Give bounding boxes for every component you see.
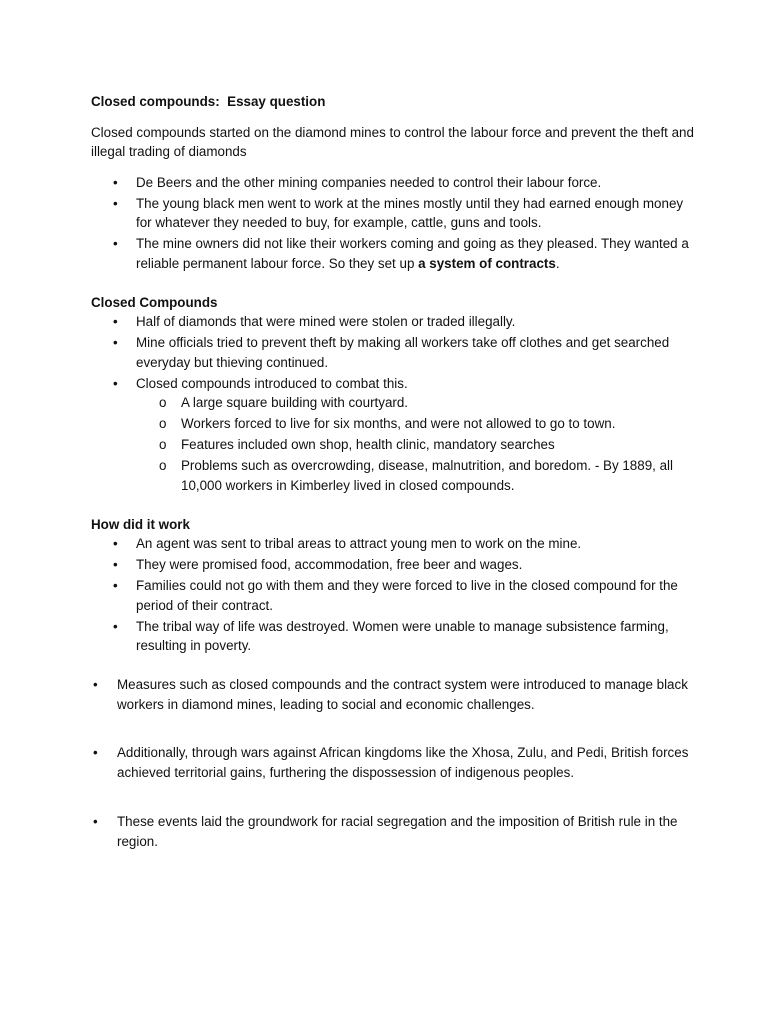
list-item (113, 576, 698, 615)
conclusion-bullet-list (91, 743, 698, 782)
list-item-text: An agent was sent to tribal areas to attract young men to work on the mine. (136, 536, 582, 551)
list-item (113, 374, 698, 496)
list-item-text: The tribal way of life was destroyed. Women were unable to manage subsistence farming, resulting in poverty. (136, 618, 669, 653)
bullet-glyph: • (113, 375, 118, 391)
list-item-text: Families could not go with them and they were forced to live in the closed compound for the period of their contract. (136, 578, 678, 613)
document-title: Closed compounds: Essay question (91, 94, 326, 109)
bullet-glyph: • (113, 195, 118, 211)
list-item (113, 194, 698, 233)
list-item (113, 534, 698, 554)
list-item-text-end: . (555, 255, 560, 271)
sub-list-item (159, 393, 698, 413)
how-did-it-work-bullet-list (91, 534, 698, 656)
list-item-text: The young black men went to work at the mines mostly until they had earned enough money for whatever they needed to buy, for example, cattle, guns and tools. (136, 195, 684, 230)
list-item-text: The mine owners did not like their workers coming and going as they pleased. They wanted a reliable permanent labour force. So they set up (136, 236, 689, 271)
bullet-glyph: • (113, 174, 118, 190)
closed-compounds-bullet-list (91, 312, 698, 495)
list-item-text: Additionally, through wars against African kingdoms like the Xhosa, Zulu, and Pedi, British forces achieved territorial gains, furthering the dispossession of indigenous peoples. (117, 745, 689, 780)
spacer (91, 714, 698, 743)
bullet-glyph: • (113, 314, 118, 329)
sub-bullet-glyph: o (159, 437, 167, 452)
bullet-glyph: • (113, 618, 118, 634)
bullet-glyph: • (113, 335, 118, 350)
list-item-text: De Beers and the other mining companies needed to control their labour force. (136, 174, 602, 190)
list-item (113, 234, 698, 273)
sub-bullet-glyph: o (159, 458, 167, 473)
section-heading-how-did-it-work: How did it work (91, 516, 190, 532)
list-item-text: Mine officials tried to prevent theft by making all workers take off clothes and get searched everyday but thieving continued. (136, 335, 670, 370)
bullet-glyph: • (113, 236, 118, 251)
list-item (113, 555, 698, 575)
sub-list-item-text: Features included own shop, health clinic, mandatory searches (181, 437, 555, 452)
list-item (93, 812, 698, 851)
bullet-glyph: • (93, 814, 98, 829)
spacer (91, 497, 698, 515)
section-heading-closed-compounds: Closed Compounds (91, 294, 218, 310)
list-item (113, 173, 698, 193)
list-item-text: These events laid the groundwork for racial segregation and the imposition of British rule in the region. (117, 814, 678, 849)
spacer (91, 275, 698, 293)
conclusion-bullet-list (91, 675, 698, 714)
sub-list-item-text: A large square building with courtyard. (181, 395, 409, 410)
sub-list-item (159, 435, 698, 455)
intro-paragraph: Closed compounds started on the diamond mines to control the labour force and prevent the theft and illegal trading of diamonds (91, 124, 694, 159)
bullet-glyph: • (113, 536, 118, 551)
sub-list-item-text: Problems such as overcrowding, disease, malnutrition, and boredom. - By 1889, all 10,000 workers in Kimberley lived in closed compounds. (181, 458, 673, 493)
bullet-glyph: • (113, 557, 118, 572)
list-item (113, 333, 698, 372)
list-item (113, 312, 698, 332)
list-item-text: They were promised food, accommodation, free beer and wages. (136, 557, 523, 572)
list-item (93, 675, 698, 714)
spacer (91, 782, 698, 812)
closed-compounds-sub-list (136, 393, 698, 495)
spacer (91, 657, 698, 675)
bullet-glyph: • (93, 677, 98, 692)
list-item-text: Closed compounds introduced to combat this. (136, 375, 408, 391)
list-item-text: Half of diamonds that were mined were stolen or traded illegally. (136, 314, 516, 329)
bullet-glyph: • (93, 745, 98, 760)
sub-bullet-glyph: o (159, 416, 167, 431)
sub-list-item (159, 456, 698, 495)
sub-list-item (159, 414, 698, 434)
list-item-text: Measures such as closed compounds and the contract system were introduced to manage black workers in diamond mines, leading to social and economic challenges. (117, 677, 688, 712)
list-item (113, 617, 698, 656)
sub-list-item-text: Workers forced to live for six months, and were not allowed to go to town. (181, 416, 616, 431)
list-item (93, 743, 698, 782)
sub-bullet-glyph: o (159, 395, 167, 410)
bullet-glyph: • (113, 578, 118, 593)
intro-bullet-list (91, 173, 698, 274)
conclusion-bullet-list (91, 812, 698, 851)
contracts-bold-text: a system of contracts (418, 255, 556, 271)
